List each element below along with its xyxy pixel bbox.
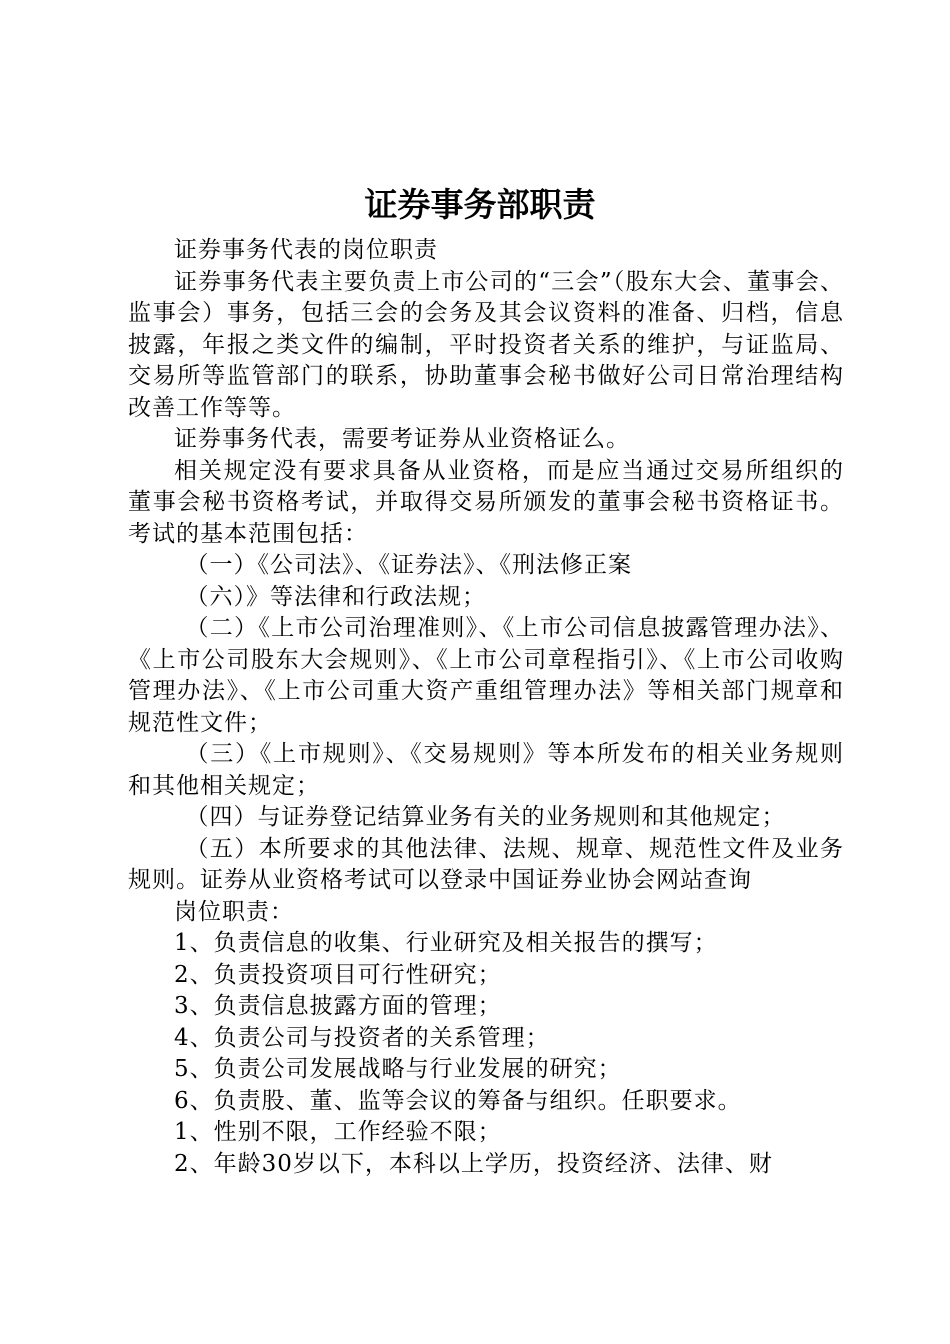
- list-item: 2、负责投资项目可行性研究；: [174, 961, 502, 988]
- list-item: 1、性别不限，工作经验不限；: [174, 1119, 502, 1145]
- list-item: （五）本所要求的其他法律、法规、规章、规范性文件及业务规则。证券从业资格考试可以登录中国证券业协会网站查询: [128, 835, 844, 893]
- document-title: 证券事务部职责: [364, 185, 596, 224]
- body-paragraph: 证券事务代表主要负责上市公司的“三会”（股东大会、董事会、监事会）事务，包括三会的会务及其会议资料的准备、归档，信息披露，年报之类文件的编制，平时投资者关系的维护，与证监局、交易所等监管部门的联系，协助董事会秘书做好公司日常治理结构改善工作等等。: [128, 268, 844, 421]
- list-item: 6、负责股、董、监等会议的筹备与组织。任职要求。: [174, 1087, 742, 1114]
- list-item: （六）》等法律和行政法规；: [185, 583, 486, 610]
- list-item: 5、负责公司发展战略与行业发展的研究；: [174, 1056, 622, 1082]
- list-item: （四）与证券登记结算业务有关的业务规则和其他规定；: [185, 804, 786, 830]
- section-heading: 岗位职责：: [174, 898, 294, 925]
- list-item: 3、负责信息披露方面的管理；: [174, 993, 502, 1019]
- list-item: 4、负责公司与投资者的关系管理；: [174, 1024, 550, 1051]
- list-item: （二）《上市公司治理准则》、《上市公司信息披露管理办法》、《上市公司股东大会规则》、《上市公司章程指引》、《上市公司收购管理办法》、《上市公司重大资产重组管理办法》等相关部门规章和规范性文件；: [128, 615, 844, 736]
- body-paragraph: 证券事务代表，需要考证券从业资格证么。: [174, 426, 630, 452]
- list-item: 2、年龄30岁以下，本科以上学历，投资经济、法律、财: [174, 1150, 773, 1177]
- document-body: [128, 235, 844, 1180]
- list-item: 1、负责信息的收集、行业研究及相关报告的撰写；: [174, 930, 718, 956]
- list-item: （一）《公司法》、《证券法》、《刑法修正案: [185, 552, 632, 578]
- list-item: （三）《上市规则》、《交易规则》等本所发布的相关业务规则和其他相关规定；: [128, 741, 844, 799]
- body-paragraph: 相关规定没有要求具备从业资格，而是应当通过交易所组织的董事会秘书资格考试，并取得交易所颁发的董事会秘书资格证书。考试的基本范围包括：: [128, 457, 844, 547]
- section-heading: 证券事务代表的岗位职责: [174, 237, 438, 263]
